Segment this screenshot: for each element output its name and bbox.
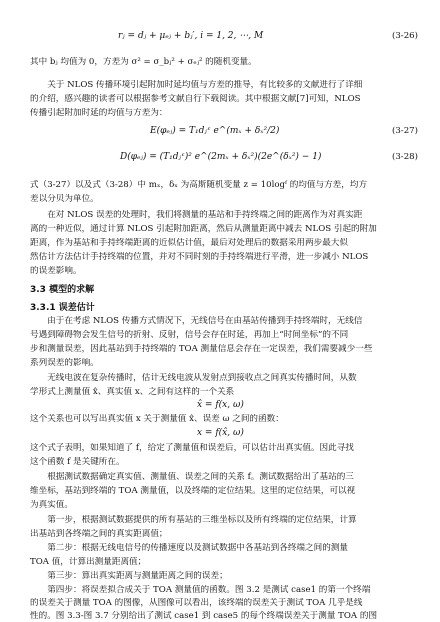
text-line: 距离，作为基站和手持终端距离的近似估计值，最后对处理后的数据采用两步最大似 [30,238,348,248]
equation-number-3-28: (3-28) [391,152,418,162]
text-line: 其中 bⱼ 均值为 0，方差为 σ² = σ_bⱼ² + σₑⱼ² 的随机变量。 [30,57,257,67]
equation-3-27: E(φₑⱼ) = T₁dⱼᵋ e^(mₓ + δₓ²/2) [150,126,280,136]
section-heading-3-3-1: 3.3.1 误差估计 [30,303,95,313]
text-line: 性的。图 3.3-图 3.7 分别给出了测试 case1 到 case5 的每个终端误差关于测量 TOA 的图 [30,611,378,621]
text-line: TOA 值，计算出测量距离值； [30,557,147,567]
text-line: 这个式子表明，如果知道了 f，给定了测量值和误差后，可以估计出真实值。因此寻找 [30,443,354,453]
text-line: 为真实值。 [30,500,73,510]
text-line: 差以分贝为单位。 [30,194,99,204]
equation-3-26: rⱼ = dⱼ + μₑⱼ + bⱼ′, i = 1, 2, ⋯, M [118,31,264,41]
text-line: 由于在考虑 NLOS 传播方式情况下，无线信号在由基站传播到手持终端时，无线信 [30,316,363,326]
text-line: 第三步：算出真实距离与测量距离之间的误差； [30,571,228,581]
equation-measured: x̂ = f(x, ω) [197,400,244,410]
text-line: 式（3-27）以及式（3-28）中 mₓ，δₓ 为高斯随机变量 z = 10logᶠ 的均值与方差，均方 [30,180,368,190]
text-line: 第一步，根据测试数据提供的所有基站的三维坐标以及所有终端的定位结果，计算 [30,515,357,525]
equation-true: x = f(x̂, ω) [197,428,244,438]
section-heading-3-3: 3.3 模型的求解 [30,285,95,295]
text-line: 系列误差的影响。 [30,358,99,368]
text-line: 第四步：将误差拟合成关于 TOA 测量值的函数。图 3.2 是测试 case1 的第一个终端 [30,585,371,595]
text-line: 学形式上测量值 x̂、真实值 x、之间有这样的一个关系 [30,387,235,397]
text-line: 维坐标，基站到终端的 TOA 测量值，以及终端的定位结果。这里的定位结果，可以视 [30,486,356,496]
text-line: 的误差关于测量 TOA 的图像，从图像可以看出，该终端的误差关于测试 TOA 几乎是线 [30,598,363,608]
equation-3-28: D(φₑⱼ) = (T₁dⱼᵋ)² e^(2mₓ + δₓ²)(2e^(δₓ²) − 1) [120,152,322,162]
text-line: 在对 NLOS 误差的处理时，我们将测量的基站和手持终端之间的距离作为对真实距 [30,210,363,220]
text-line: 这个函数 f 是关键所在。 [30,457,125,467]
text-line: 的介绍，感兴趣的读者可以根据参考文献自行下载阅读。其中根据文献[7]可知，NLOS [30,94,361,104]
text-line: 这个关系也可以写出真实值 x 关于测量值 x̂、误差 ω 之间的函数： [30,414,284,424]
text-line: 无线电波在复杂传播时，估计无线电波从发射点到接收点之间真实传播时间，从数 [30,373,357,383]
equation-number-3-26: (3-26) [391,31,418,41]
text-line: 步和测量误差，因此基站到手持终端的 TOA 测量信息会存在一定误差，我们需要减少一些 [30,344,373,354]
equation-number-3-27: (3-27) [391,126,418,136]
text-line: 出基站到各终端之间的真实距离值； [30,529,168,539]
text-line: 传播引起附加时延的均值与方差为： [30,108,168,118]
text-line: 关于 NLOS 传播环境引起附加时延均值与方差的推导，有比较多的文献进行了详细 [30,80,363,90]
text-line: 根据测试数据确定真实值、测量值、误差之间的关系 f。测试数据给出了基站的三 [30,472,354,482]
text-line: 的误差影响。 [30,266,82,276]
text-line: 号遇到障碍物会发生信号的折射、反射，信号会存在时延，再加上“时间坐标”的不同 [30,330,349,340]
text-line: 然估计方法估计手持终端的位置，并对不同时刻的手持终端进行平滑，进一步减小 NLOS [30,252,369,262]
text-line: 第二步：根据无线电信号的传播速度以及测试数据中各基站到各终端之间的测量 [30,543,348,553]
text-line: 离的一种近似，通过计算 NLOS 引起附加距离，然后从测量距离中减去 NLOS 引起的附加 [30,224,377,234]
